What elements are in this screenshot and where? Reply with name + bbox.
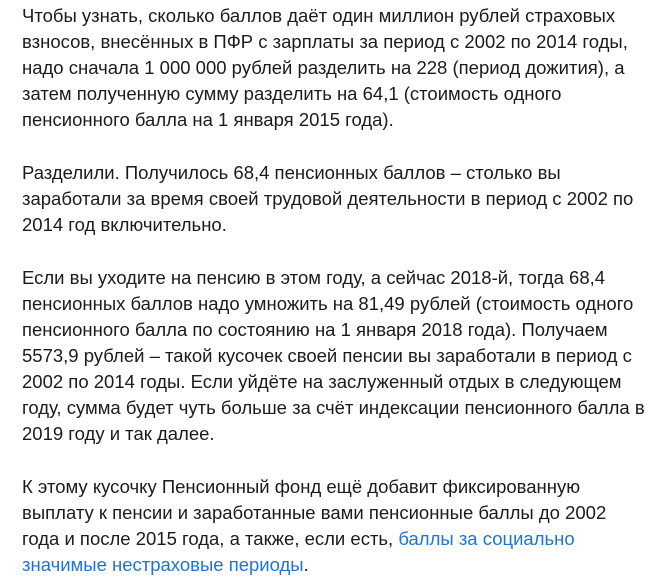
paragraph-text-after-link: .: [303, 554, 309, 575]
paragraph-points-calculation: Чтобы узнать, сколько баллов даёт один миллион рублей страховых взносов, внесённых в ПФР с зарплаты за период с 2002 по 2014 годы, надо сначала 1 000 000 рублей разделить на 228 (период дожития), а затем полученную сумму разделить на 64,1 (стоимость одного пенсионного балла на 1 января 2015 года).: [22, 5, 628, 130]
paragraph-points-result: Разделили. Получилось 68,4 пенсионных баллов – столько вы заработали за время своей трудовой деятельности в период с 2002 по 2014 год включительно.: [22, 162, 634, 235]
paragraph-pension-amount: Если вы уходите на пенсию в этом году, а сейчас 2018-й, тогда 68,4 пенсионных баллов надо умножить на 81,49 рублей (стоимость одного пенсионного балла по состоянию на 1 января 2018 года). Получаем 5573,9 рублей – такой кусочек своей пенсии вы заработали в период с 2002 по 2014 годы. Если уйдёте на заслуженный отдых в следующем году, сумма будет чуть больше за счёт индексации пенсионного балла в 2019 году и так далее.: [22, 267, 645, 444]
non-insurance-periods-link[interactable]: баллы за социально значимые нестраховые периоды: [22, 528, 575, 575]
paragraph-text-before-link: К этому кусочку Пенсионный фонд ещё добавит фиксированную выплату к пенсии и заработанные вами пенсионные баллы до 2002 года и после 2015 года, а также, если есть,: [22, 476, 607, 549]
paragraph-additional-payments: [22, 474, 647, 578]
